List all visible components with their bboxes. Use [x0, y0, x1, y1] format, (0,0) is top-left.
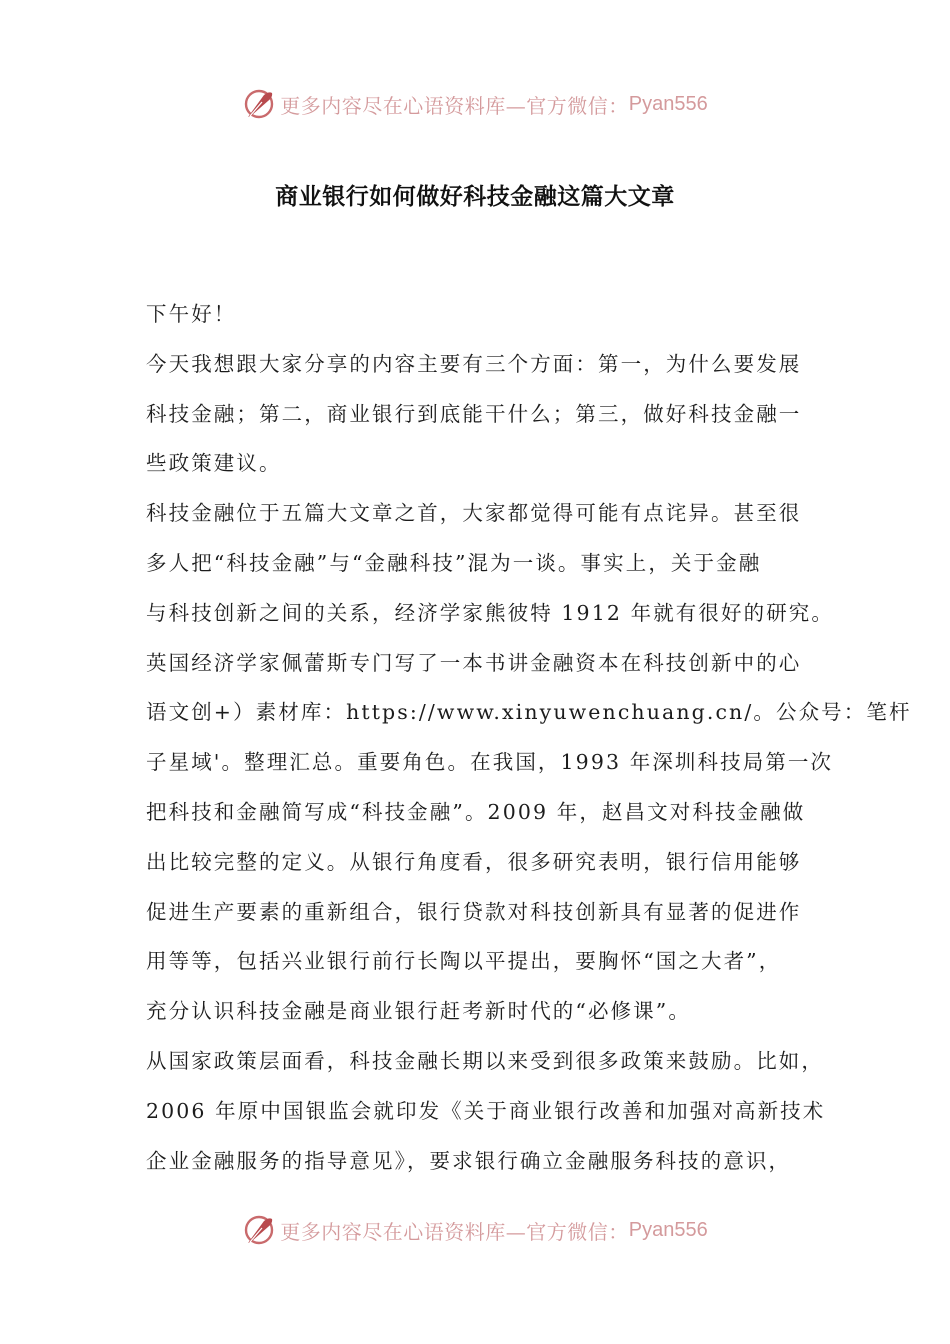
body-line: 英国经济学家佩蕾斯专门写了一本书讲金融资本在科技创新中的心	[146, 650, 802, 675]
body-line: 把科技和金融简写成“科技金融”。2009 年，赵昌文对科技金融做	[146, 799, 806, 824]
watermark-banner-bottom	[0, 1210, 950, 1250]
quill-pen-icon	[242, 1213, 276, 1247]
body-line: 与科技创新之间的关系，经济学家熊彼特 1912 年就有很好的研究。	[146, 600, 835, 625]
watermark-text: 更多内容尽在心语资料库—官方微信：	[280, 93, 629, 118]
watermark-wechat-id: Pyan556	[628, 92, 708, 115]
body-line: 今天我想跟大家分享的内容主要有三个方面：第一，为什么要发展	[146, 351, 802, 376]
watermark-banner-top	[0, 84, 950, 124]
document-title: 商业银行如何做好科技金融这篇大文章	[275, 184, 675, 210]
quill-pen-icon	[242, 87, 276, 121]
body-line: 用等等，包括兴业银行前行长陶以平提出，要胸怀“国之大者”，	[146, 949, 782, 974]
body-line: 企业金融服务的指导意见》，要求银行确立金融服务科技的意识，	[146, 1148, 792, 1173]
body-line: 从国家政策层面看，科技金融长期以来受到很多政策来鼓励。比如，	[146, 1048, 824, 1073]
body-line: 2006 年原中国银监会就印发《关于商业银行改善和加强对高新技术	[146, 1098, 826, 1123]
body-line: 促进生产要素的重新组合，银行贷款对科技创新具有显著的促进作	[146, 899, 802, 924]
body-line: 子星域'。整理汇总。重要角色。在我国，1993 年深圳科技局第一次	[146, 750, 834, 775]
body-line: 充分认识科技金融是商业银行赶考新时代的“必修课”。	[146, 999, 691, 1024]
watermark-text: 更多内容尽在心语资料库—官方微信：	[280, 1219, 629, 1244]
body-line: 科技金融位于五篇大文章之首，大家都觉得可能有点诧异。甚至很	[146, 501, 802, 526]
body-line: 下午好！	[146, 302, 237, 326]
body-line: 科技金融；第二，商业银行到底能干什么；第三，做好科技金融一	[146, 401, 802, 426]
body-line: 语文创+）素材库：https://www.xinyuwenchuang.cn/。公众号：笔杆	[146, 700, 912, 725]
body-line: 些政策建议。	[146, 451, 282, 476]
document-body	[146, 290, 912, 1186]
body-line: 多人把“科技金融”与“金融科技”混为一谈。事实上，关于金融	[146, 550, 762, 575]
body-line: 出比较完整的定义。从银行角度看，很多研究表明，银行信用能够	[146, 849, 802, 874]
watermark-wechat-id: Pyan556	[628, 1218, 708, 1241]
